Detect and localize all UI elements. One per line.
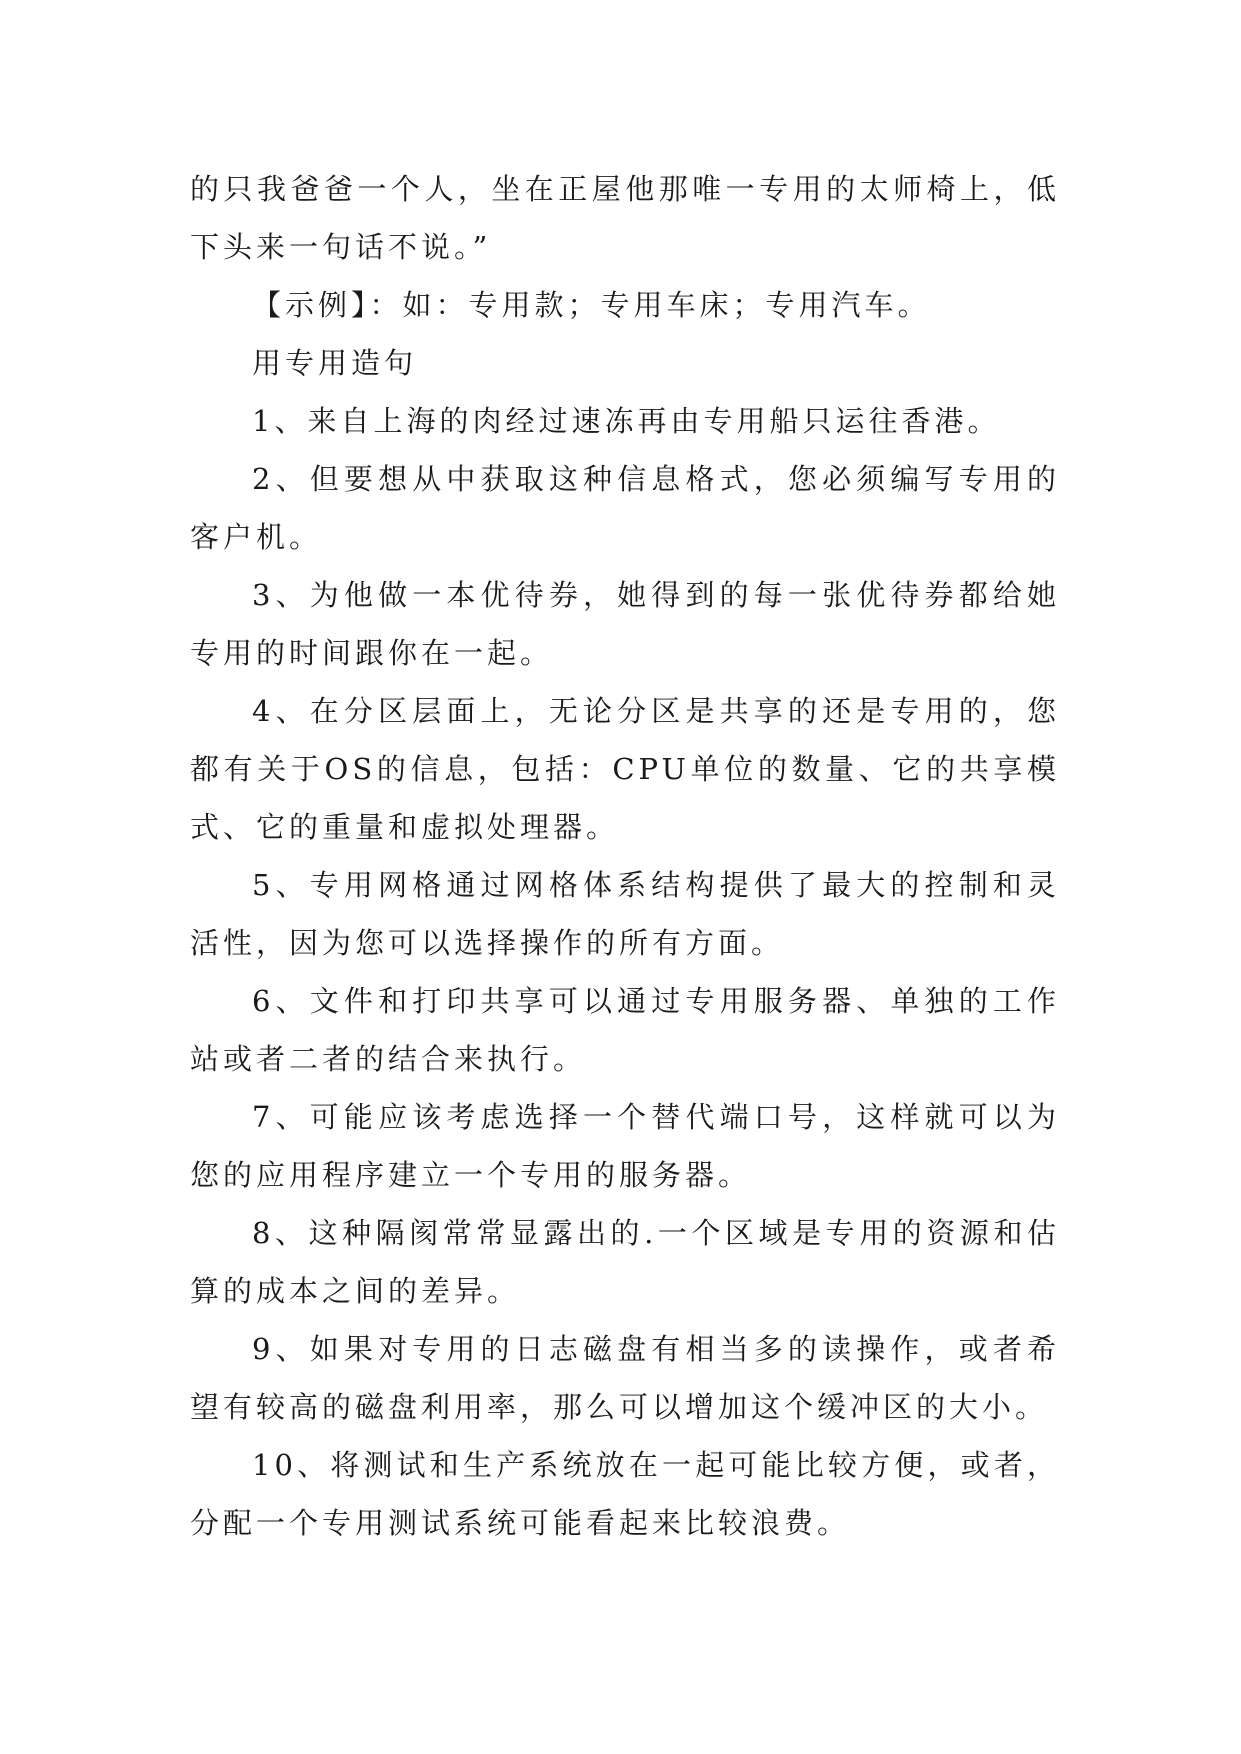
sentence-item-1: 1、来自上海的肉经过速冻再由专用船只运往香港。 <box>252 404 1001 438</box>
paragraph-continuation: 的只我爸爸一个人，坐在正屋他那唯一专用的太师椅上，低下头来一句话不说。” <box>190 172 1060 264</box>
sentence-item-8: 8、这种隔阂常常显露出的.一个区域是专用的资源和估算的成本之间的差异。 <box>190 1216 1060 1308</box>
section-heading: 用专用造句 <box>252 346 418 380</box>
paragraph-example: 【示例】：如：专用款；专用车床；专用汽车。 <box>252 288 931 322</box>
sentence-item-9: 9、如果对专用的日志磁盘有相当多的读操作，或者希望有较高的磁盘利用率，那么可以增加这个缓冲区的大小。 <box>190 1332 1060 1424</box>
sentence-item-3: 3、为他做一本优待券，她得到的每一张优待券都给她专用的时间跟你在一起。 <box>190 578 1060 670</box>
document-body <box>190 160 1060 1552</box>
sentence-item-7: 7、可能应该考虑选择一个替代端口号，这样就可以为您的应用程序建立一个专用的服务器。 <box>190 1100 1060 1192</box>
sentence-item-10: 10、将测试和生产系统放在一起可能比较方便，或者，分配一个专用测试系统可能看起来比较浪费。 <box>190 1448 1060 1540</box>
sentence-item-6: 6、文件和打印共享可以通过专用服务器、单独的工作站或者二者的结合来执行。 <box>190 984 1060 1076</box>
sentence-item-5: 5、专用网格通过网格体系结构提供了最大的控制和灵活性，因为您可以选择操作的所有方面。 <box>190 868 1060 960</box>
sentence-item-2: 2、但要想从中获取这种信息格式，您必须编写专用的客户机。 <box>190 462 1060 554</box>
sentence-item-4: 4、在分区层面上，无论分区是共享的还是专用的，您都有关于OS的信息，包括：CPU单位的数量、它的共享模式、它的重量和虚拟处理器。 <box>190 694 1060 844</box>
